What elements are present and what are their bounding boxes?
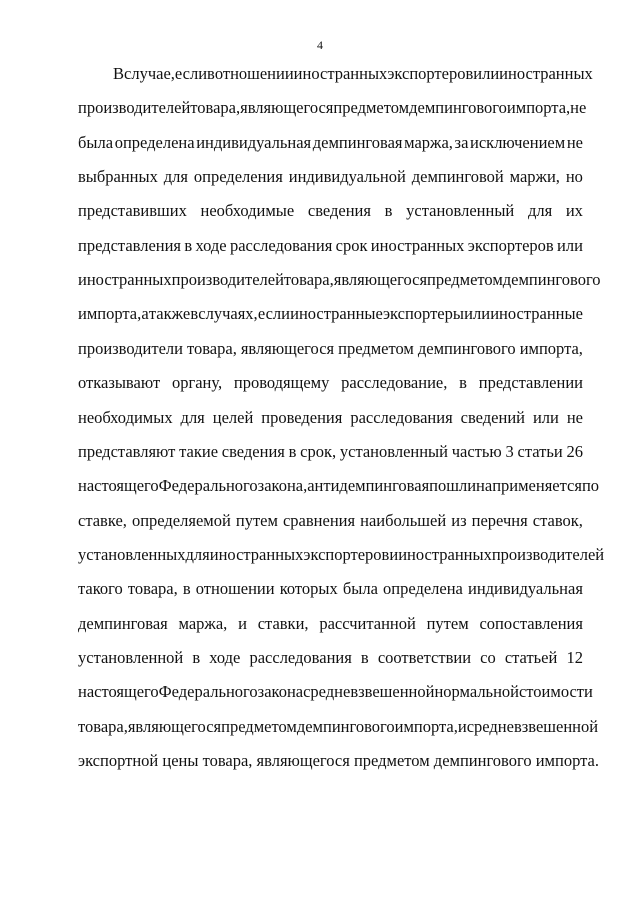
word: для <box>527 201 553 221</box>
word: демпингового <box>296 716 395 736</box>
word: была <box>78 132 114 152</box>
word: предметом <box>221 716 297 736</box>
word: установленный <box>406 201 515 221</box>
text-line <box>78 751 599 771</box>
word: экспортеров <box>387 64 474 83</box>
word: установленный <box>339 441 448 461</box>
word: демпингового <box>433 751 532 770</box>
word: в <box>459 373 467 393</box>
word: антидемпинговая <box>307 476 430 496</box>
word: в <box>184 235 193 255</box>
word: применяется <box>492 476 582 496</box>
word: являющегося <box>240 338 335 358</box>
word: также <box>148 304 191 324</box>
word: иностранных <box>499 64 593 83</box>
word: предметом <box>338 338 414 358</box>
word: импорта, <box>506 98 571 118</box>
word: импорта, <box>519 338 583 358</box>
word: в <box>182 579 191 599</box>
word: из <box>451 510 467 530</box>
word: выбранных <box>78 167 158 187</box>
text-line <box>78 304 583 324</box>
word: производителей <box>491 544 605 564</box>
word: или <box>464 304 491 324</box>
word: производителей <box>171 270 284 290</box>
word: ставок, <box>532 510 583 530</box>
text-line <box>78 167 583 187</box>
word: демпингового <box>409 98 507 118</box>
word: случае, <box>124 64 175 83</box>
word: в <box>384 201 393 221</box>
word: экспортеры <box>382 304 464 324</box>
word: которых <box>279 579 338 599</box>
word: товара, <box>78 716 128 736</box>
word: стоимости <box>518 682 593 702</box>
word: средневзвешенной <box>303 682 435 702</box>
word: в <box>207 64 215 83</box>
word: расследования <box>350 407 453 427</box>
word: индивидуальная <box>468 579 583 599</box>
word: демпинговой <box>411 167 504 187</box>
word: представляют <box>78 441 176 461</box>
word: демпинговая <box>312 132 403 152</box>
word: представивших <box>78 201 187 221</box>
text-line <box>78 682 593 702</box>
word: ходе <box>209 647 241 667</box>
word: в <box>192 647 201 667</box>
word: или <box>532 407 559 427</box>
word: товара, <box>190 98 241 118</box>
word: демпингового <box>417 338 516 358</box>
word: отношении <box>195 579 275 599</box>
word: и <box>238 613 247 633</box>
word: и <box>457 716 467 736</box>
word: проводящему <box>233 373 330 393</box>
word: производители <box>78 338 183 358</box>
word: для <box>163 167 188 187</box>
text-line <box>78 476 600 496</box>
text-line <box>78 544 605 565</box>
word: экспортеров <box>303 544 390 564</box>
text-line <box>78 133 583 153</box>
word: ставки, <box>257 613 309 633</box>
word: настоящего <box>78 682 159 702</box>
word: их <box>565 201 583 221</box>
word: определяемой <box>131 510 231 530</box>
word: представлении <box>478 373 583 393</box>
word: определена <box>114 132 195 152</box>
word: сведений <box>460 407 525 427</box>
word: предметом <box>333 98 410 118</box>
word: настоящего <box>78 476 159 496</box>
word: если <box>257 304 290 324</box>
word: рассчитанной <box>319 613 416 633</box>
text-line <box>78 270 601 290</box>
word: установленных <box>78 544 186 564</box>
word: отношении <box>214 64 294 83</box>
text-line <box>78 236 583 256</box>
word: в <box>360 647 369 667</box>
text-line <box>78 339 583 359</box>
word: путем <box>235 510 278 530</box>
word: сопоставления <box>479 613 583 633</box>
word: по <box>581 476 600 496</box>
word: в <box>288 441 297 461</box>
word: средневзвешенной <box>466 716 599 736</box>
word: товара, <box>202 751 253 770</box>
word: перечня <box>471 510 528 530</box>
word: ставке, <box>78 510 127 530</box>
word: наибольшей <box>360 510 447 530</box>
word: а <box>141 304 149 324</box>
word: представления <box>78 235 182 255</box>
word: в <box>190 304 199 324</box>
text-line <box>78 373 583 393</box>
text-line <box>78 716 599 737</box>
word: иностранных <box>370 235 465 255</box>
word: определения <box>193 167 283 187</box>
text-line <box>78 579 583 599</box>
word: Федерального <box>158 476 258 496</box>
word: срок, <box>300 441 337 461</box>
word: за <box>454 132 469 152</box>
word: такого <box>78 579 123 599</box>
word: расследования <box>249 647 352 667</box>
word: маржа, <box>404 132 453 152</box>
text-line <box>78 201 583 221</box>
word: расследования <box>229 235 333 255</box>
word: закона, <box>257 476 308 496</box>
text-line <box>78 408 583 428</box>
word: иностранных <box>209 544 304 564</box>
word: Федерального <box>158 682 258 702</box>
word: закона <box>257 682 304 702</box>
word: маржа, <box>178 613 228 633</box>
word: соответствии <box>377 647 472 667</box>
word: нормальной <box>434 682 519 702</box>
word: экспортеров <box>467 235 554 255</box>
text-line <box>113 64 593 84</box>
word: 3 <box>505 441 514 461</box>
word: импорта, <box>394 716 458 736</box>
word: если <box>174 64 208 83</box>
word: необходимые <box>200 201 295 221</box>
word: демпинговая <box>78 613 168 633</box>
word: такие <box>179 441 219 461</box>
word: органу, <box>171 373 223 393</box>
word: предметом <box>427 270 503 290</box>
word: экспортной <box>78 751 159 770</box>
word: цены <box>162 751 199 770</box>
word: для <box>180 407 205 427</box>
word: отказывают <box>78 373 161 393</box>
word: или <box>473 64 500 83</box>
word: иностранных <box>78 270 172 290</box>
word: не <box>570 98 587 118</box>
word: необходимых <box>78 407 173 427</box>
word: или <box>557 235 583 255</box>
word: иностранных <box>293 64 388 83</box>
word: но <box>565 167 583 187</box>
word: являющегося <box>333 270 428 290</box>
word: расследование, <box>341 373 448 393</box>
word: маржи, <box>509 167 560 187</box>
word: производителей <box>78 98 191 118</box>
word: пошлина <box>429 476 493 496</box>
word: индивидуальная <box>196 132 312 152</box>
word: проведения <box>261 407 343 427</box>
word: товара, <box>186 338 237 358</box>
word: со <box>480 647 496 667</box>
word: срок <box>335 235 368 255</box>
word: импорта. <box>535 751 599 770</box>
word: сведения <box>307 201 371 221</box>
word: иностранных <box>398 544 492 564</box>
text-line <box>78 648 583 668</box>
word: сравнения <box>282 510 356 530</box>
word: сведения <box>221 441 285 461</box>
text-line <box>78 614 583 634</box>
word: для <box>185 544 210 564</box>
word: была <box>342 579 378 599</box>
word: установленной <box>78 647 184 667</box>
word: исключением <box>470 132 566 152</box>
word: частью <box>451 441 502 461</box>
word: не <box>566 132 583 152</box>
word: путем <box>426 613 469 633</box>
word: иностранные <box>290 304 383 324</box>
word: статьей <box>504 647 558 667</box>
word: демпингового <box>502 270 601 290</box>
word: предметом <box>353 751 430 770</box>
word: определена <box>383 579 463 599</box>
text-line <box>78 98 587 118</box>
word: индивидуальной <box>288 167 406 187</box>
word: не <box>566 407 583 427</box>
word: ходе <box>195 235 227 255</box>
page-number: 4 <box>317 38 323 52</box>
word: статьи <box>517 441 563 461</box>
word: являющегося <box>256 751 350 770</box>
word: импорта, <box>78 304 142 324</box>
word: и <box>389 544 399 564</box>
word: являющегося <box>127 716 222 736</box>
text-line <box>78 442 583 462</box>
word: случаях, <box>198 304 258 324</box>
word: товара, <box>283 270 334 290</box>
word: целей <box>212 407 254 427</box>
text-line <box>78 511 583 531</box>
word: 26 <box>566 441 583 461</box>
word: являющегося <box>240 98 334 118</box>
word: товара, <box>127 579 178 599</box>
word: 12 <box>566 647 583 667</box>
word: В <box>113 64 125 83</box>
word: иностранные <box>490 304 583 324</box>
